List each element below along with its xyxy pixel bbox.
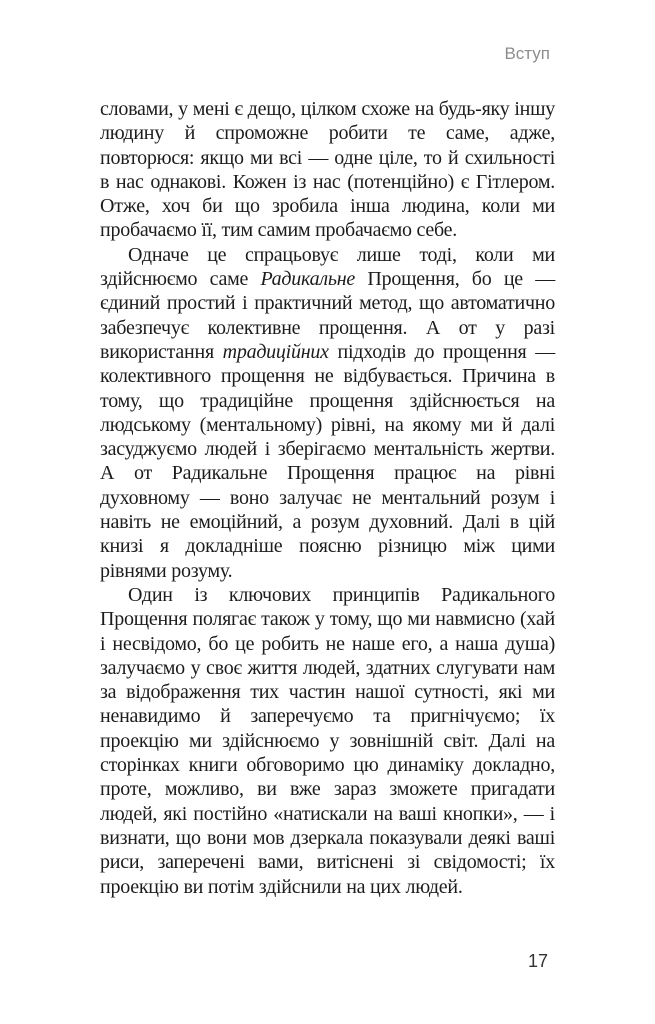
text-run: Прощення, бо це — єдиний простий і практичний метод, що автоматично забезпечує колективне прощення. А от у разі використання [100,268,555,363]
paragraph [100,97,555,243]
text-run: Одначе це спрацьовує лише тоді, коли ми здійснюємо саме [100,243,555,291]
italic-text-run: традиційних [222,340,329,363]
running-header: Вступ [504,44,550,63]
text-run: підходів до прощення — колективного прощення не відбувається. Причина в тому, що традиційне прощення здійснюється на людському (ментальному) рівні, на якому ми й далі засуджуємо людей і зберігаємо ментальність жертви. А от Радикальне Прощення працює на рівні духовному — воно залучає не ментальний розум і навіть не емоційний, а розум духовний. Далі в цій книзі я докладніше поясню різницю між цими рівнями розуму. [100,340,555,582]
paragraph [100,243,555,583]
paragraph [100,583,555,899]
text-block [100,97,555,899]
text-run: Один із ключових принципів Радикального Прощення полягає також у тому, що ми навмисно (хай і несвідомо, бо це робить не наше его, а наша душа) залучаємо у своє життя людей, здатних слугувати нам за відображення тих частин нашої сутності, які ми ненавидимо й заперечуємо та пригнічуємо; їх проекцію ми здійснюємо у зовнішній світ. Далі на сторінках книги обговоримо цю динаміку докладно, проте, можливо, ви вже зараз зможете пригадати людей, які постійно «натискали на ваші кнопки», — і визнати, що вони мов дзеркала показували деякі ваші риси, заперечені вами, витіснені зі свідомості; їх проекцію ви потім здійснили на цих людей. [100,583,555,898]
italic-text-run: Радикальне [260,268,356,291]
page-number: 17 [527,951,548,971]
text-run: словами, у мені є дещо, цілком схоже на будь-яку іншу людину й спроможне робити те саме, адже, повторюся: якщо ми всі — одне ціле, то й схильності в нас однакові. Кожен із нас (потенційно) є Гітлером. Отже, хоч би що зробила інша людина, коли ми пробачаємо її, тим самим пробачаємо себе. [100,98,555,242]
